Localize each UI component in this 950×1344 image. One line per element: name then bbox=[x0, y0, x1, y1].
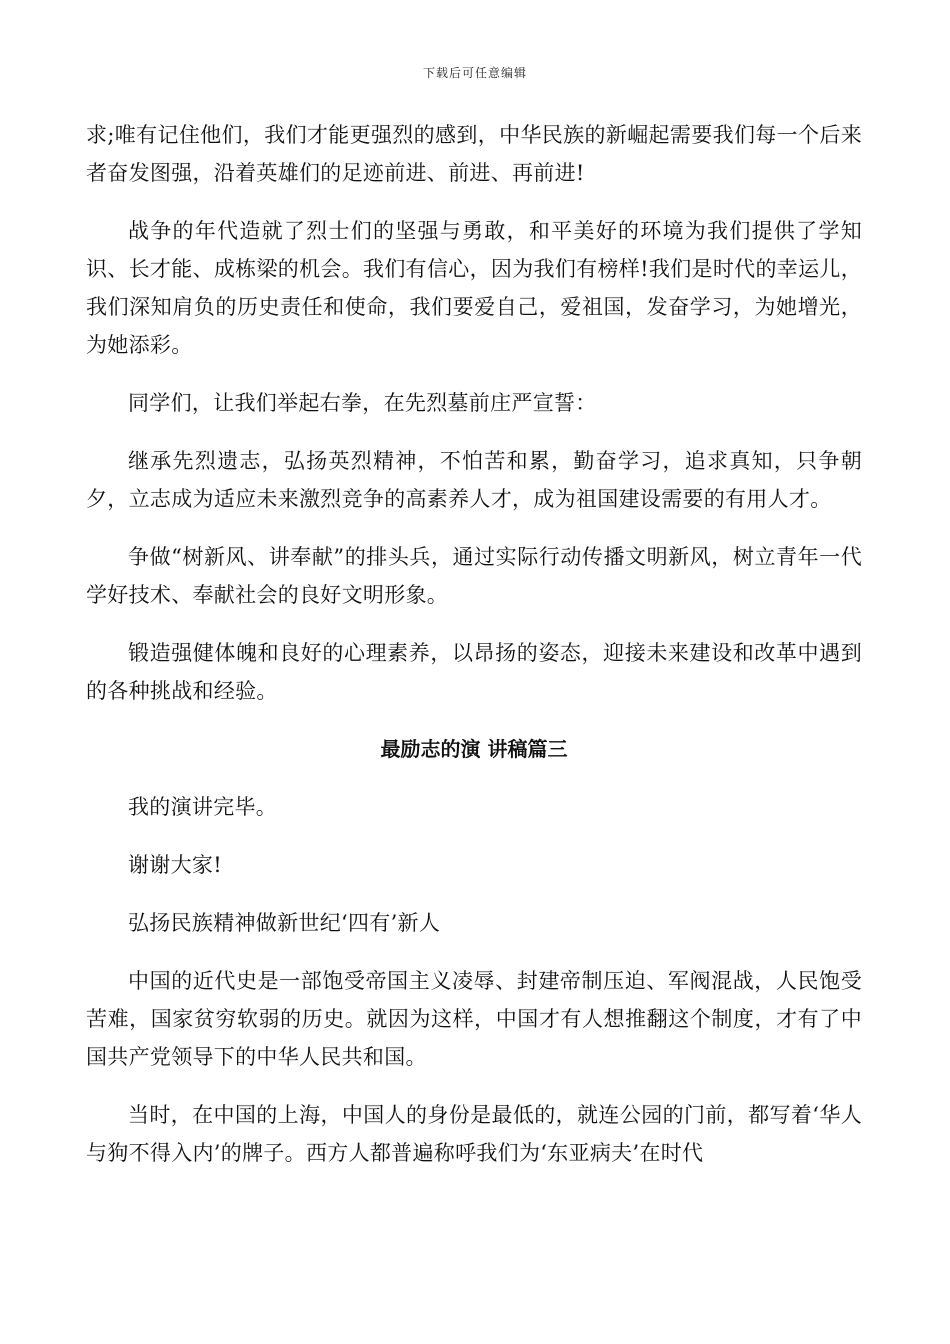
paragraph: 求;唯有记住他们，我们才能更强烈的感到，中华民族的新崛起需要我们每一个后来者奋发图强，沿着英雄们的足迹前进、前进、再前进! bbox=[86, 123, 862, 185]
paragraph: 战争的年代造就了烈士们的坚强与勇敢，和平美好的环境为我们提供了学知识、长才能、成栋梁的机会。我们有信心，因为我们有榜样!我们是时代的幸运儿，我们深知肩负的历史责任和使命，我们要爱自己，爱祖国，发奋学习，为她增光，为她添彩。 bbox=[86, 219, 862, 357]
paragraph: 当时，在中国的上海，中国人的身份是最低的，就连公园的门前，都写着‘华人与狗不得入内’的牌子。西方人都普遍称呼我们为‘东亚病夫’在时代 bbox=[86, 1103, 862, 1165]
paragraph: 同学们，让我们举起右拳，在先烈墓前庄严宣誓： bbox=[128, 391, 597, 415]
paragraph: 继承先烈遗志，弘扬英烈精神，不怕苦和累，勤奋学习，追求真知，只争朝夕，立志成为适应未来激烈竞争的高素养人才，成为祖国建设需要的有用人才。 bbox=[86, 449, 862, 511]
paragraph: 我的演讲完毕。 bbox=[128, 795, 278, 819]
header-note: 下载后可任意编辑 bbox=[422, 66, 527, 80]
paragraph: 争做“树新风、讲奉献”的排头兵，通过实际行动传播文明新风，树立青年一代学好技术、奉献社会的良好文明形象。 bbox=[86, 545, 862, 607]
paragraph: 锻造强健体魄和良好的心理素养，以昂扬的姿态，迎接未来建设和改革中遇到的各种挑战和经验。 bbox=[86, 641, 862, 703]
document-body bbox=[86, 116, 862, 1192]
paragraph: 谢谢大家! bbox=[128, 853, 222, 877]
section-title: 最励志的演 讲稿篇三 bbox=[380, 737, 568, 761]
paragraph: 中国的近代史是一部饱受帝国主义凌辱、封建帝制压迫、军阀混战，人民饱受苦难，国家贫穷软弱的历史。就因为这样，中国才有人想推翻这个制度，才有了中国共产党领导下的中华人民共和国。 bbox=[86, 969, 862, 1069]
paragraph: 弘扬民族精神做新世纪‘四有’新人 bbox=[128, 911, 441, 935]
